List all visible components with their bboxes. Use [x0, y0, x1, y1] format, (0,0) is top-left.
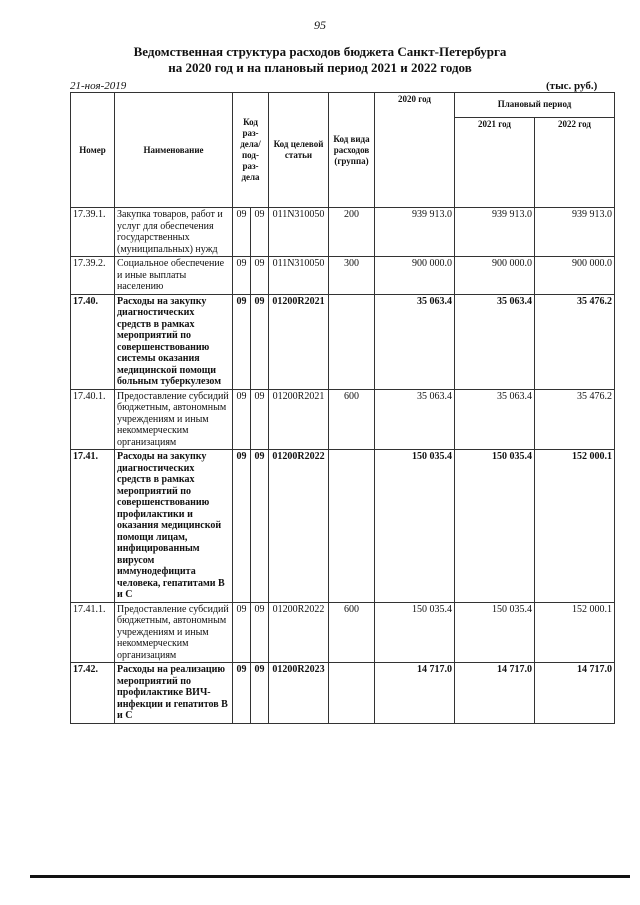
row-razdel: 09 — [233, 208, 251, 257]
row-name: Расходы на реализацию мероприятий по профилактике ВИЧ-инфекции и гепатитов В и С — [115, 663, 233, 724]
row-podrazdel: 09 — [251, 208, 269, 257]
row-target: 011N310050 — [269, 257, 329, 295]
row-value-2020: 150 035.4 — [375, 602, 455, 663]
row-kind: 600 — [329, 602, 375, 663]
row-target: 01200R2022 — [269, 450, 329, 603]
row-number: 17.42. — [71, 663, 115, 724]
row-value-2021: 150 035.4 — [455, 450, 535, 603]
table-row — [71, 389, 615, 450]
table-row — [71, 208, 615, 257]
row-value-2021: 150 035.4 — [455, 602, 535, 663]
row-value-2022: 35 476.2 — [535, 294, 615, 389]
table-row — [71, 257, 615, 295]
header-target: Код целевой статьи — [269, 93, 329, 208]
row-podrazdel: 09 — [251, 294, 269, 389]
row-value-2020: 14 717.0 — [375, 663, 455, 724]
budget-table — [70, 92, 615, 724]
row-name: Расходы на закупку диагностических средств в рамках мероприятий по совершенствованию системы оказания медицинской помощи больным туберкулезом — [115, 294, 233, 389]
row-razdel: 09 — [233, 294, 251, 389]
row-razdel: 09 — [233, 450, 251, 603]
row-value-2020: 900 000.0 — [375, 257, 455, 295]
row-kind: 600 — [329, 389, 375, 450]
header-number: Номер — [71, 93, 115, 208]
row-target: 01200R2021 — [269, 389, 329, 450]
row-value-2020: 939 913.0 — [375, 208, 455, 257]
row-value-2021: 939 913.0 — [455, 208, 535, 257]
row-target: 01200R2023 — [269, 663, 329, 724]
row-name: Социальное обеспечение и иные выплаты населению — [115, 257, 233, 295]
row-number: 17.41.1. — [71, 602, 115, 663]
header-2021: 2021 год — [455, 117, 535, 207]
row-number: 17.41. — [71, 450, 115, 603]
row-value-2021: 14 717.0 — [455, 663, 535, 724]
row-razdel: 09 — [233, 257, 251, 295]
row-kind — [329, 294, 375, 389]
row-razdel: 09 — [233, 602, 251, 663]
row-kind: 200 — [329, 208, 375, 257]
header-name: Наименование — [115, 93, 233, 208]
row-razdel: 09 — [233, 663, 251, 724]
row-podrazdel: 09 — [251, 389, 269, 450]
bottom-rule — [30, 875, 630, 878]
page-number: 95 — [314, 18, 326, 32]
row-target: 01200R2021 — [269, 294, 329, 389]
document-title — [0, 44, 640, 76]
row-kind — [329, 663, 375, 724]
row-podrazdel: 09 — [251, 663, 269, 724]
row-podrazdel: 09 — [251, 257, 269, 295]
title-line-2: на 2020 год и на плановый период 2021 и 2022 годов — [168, 60, 472, 75]
units-label: (тыс. руб.) — [546, 80, 598, 92]
row-name: Предоставление субсидий бюджетным, автономным учреждениям и иным некоммерческим организациям — [115, 389, 233, 450]
header-planned: Плановый период — [455, 93, 615, 118]
row-value-2022: 900 000.0 — [535, 257, 615, 295]
row-number: 17.40.1. — [71, 389, 115, 450]
row-number: 17.39.1. — [71, 208, 115, 257]
row-value-2022: 152 000.1 — [535, 450, 615, 603]
row-name: Расходы на закупку диагностических средств в рамках мероприятий по совершенствованию профилактики и оказания медицинской помощи лицам, инфицированным вирусом иммунодефицита человека, гепатитами В и С — [115, 450, 233, 603]
row-kind: 300 — [329, 257, 375, 295]
header-kind: Код вида расходов (группа) — [329, 93, 375, 208]
row-target: 011N310050 — [269, 208, 329, 257]
row-value-2021: 35 063.4 — [455, 294, 535, 389]
row-value-2022: 14 717.0 — [535, 663, 615, 724]
row-value-2020: 35 063.4 — [375, 294, 455, 389]
row-name: Закупка товаров, работ и услуг для обеспечения государственных (муниципальных) нужд — [115, 208, 233, 257]
header-2020: 2020 год — [375, 93, 455, 208]
row-value-2021: 35 063.4 — [455, 389, 535, 450]
document-date: 21-ноя-2019 — [70, 80, 127, 92]
row-target: 01200R2022 — [269, 602, 329, 663]
table-row — [71, 663, 615, 724]
row-number: 17.40. — [71, 294, 115, 389]
row-value-2021: 900 000.0 — [455, 257, 535, 295]
row-name: Предоставление субсидий бюджетным, автономным учреждениям и иным некоммерческим организациям — [115, 602, 233, 663]
row-podrazdel: 09 — [251, 602, 269, 663]
row-kind — [329, 450, 375, 603]
row-value-2022: 152 000.1 — [535, 602, 615, 663]
row-value-2022: 939 913.0 — [535, 208, 615, 257]
row-number: 17.39.2. — [71, 257, 115, 295]
header-2022: 2022 год — [535, 117, 615, 207]
row-value-2022: 35 476.2 — [535, 389, 615, 450]
title-line-1: Ведомственная структура расходов бюджета Санкт-Петербурга — [133, 44, 507, 59]
header-section: Код раз-дела/ под-раз-дела — [233, 93, 269, 208]
table-row — [71, 294, 615, 389]
row-razdel: 09 — [233, 389, 251, 450]
table-row — [71, 602, 615, 663]
row-podrazdel: 09 — [251, 450, 269, 603]
row-value-2020: 150 035.4 — [375, 450, 455, 603]
row-value-2020: 35 063.4 — [375, 389, 455, 450]
table-row — [71, 450, 615, 603]
